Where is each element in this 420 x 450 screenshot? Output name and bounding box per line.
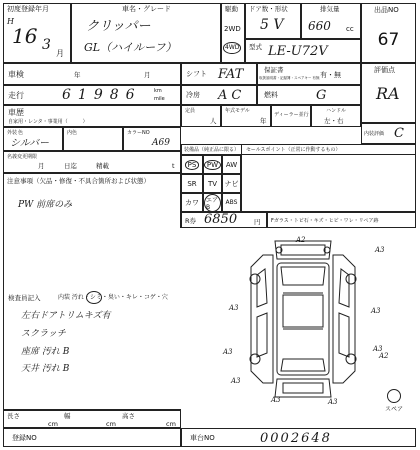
sales-point-label: セールスポイント（正常に作動するもの） [246, 147, 341, 153]
grade: GL（ハイルーフ） [84, 41, 177, 54]
inspector-line-4: 天井 汚れ B [21, 364, 70, 374]
shift-cell [181, 63, 257, 85]
grade-value: RA [376, 84, 400, 103]
grade-label: 評価点 [374, 66, 395, 74]
glass-strip [267, 212, 416, 228]
inspection-month-label: 月 [144, 71, 151, 79]
model-grade-cell [71, 3, 221, 63]
inspector-line-1: 左右ドアトリムキズ有 [21, 311, 111, 321]
equip-airbag-text: エアB [204, 194, 221, 212]
equip-aw-text: AW [225, 160, 238, 169]
mark-rear-bottom: A3 [271, 396, 281, 404]
equipment-label: 装備品（純正品に限る） [184, 147, 240, 153]
year-model-cell [221, 105, 271, 127]
displacement-value: 660 [308, 19, 331, 33]
mark-left-mid: A3 [223, 348, 233, 356]
capacity-unit: 人 [210, 117, 217, 125]
grade-cell [361, 63, 416, 123]
shift-value: FAT [218, 67, 244, 82]
height-label: 高さ [122, 412, 135, 420]
length-unit: cm [48, 420, 58, 428]
equip-pw [203, 155, 222, 174]
exterior-cell [3, 127, 63, 151]
chassis-label: 車台NO [190, 434, 215, 442]
aircon-label: 冷房 [186, 91, 200, 99]
first-reg-label: 初度登録年月 [7, 5, 49, 13]
ton-label: t [172, 162, 175, 170]
interior-color-label: 内色 [67, 130, 78, 136]
recycle-value: 6850 [204, 212, 238, 227]
fuel-cell [257, 85, 361, 105]
name-change-cell [3, 151, 181, 173]
history-sub: 自家用・レンタ・事業用（ ） [8, 119, 88, 125]
mark-right-front: A3 [371, 307, 381, 315]
year-model-sub: 年 [260, 117, 267, 125]
notes-label: 注意事項（欠品・修復・不具合箇所および状態） [7, 177, 150, 185]
equip-leather-text: カワ [185, 198, 199, 207]
lot-value: 67 [377, 30, 400, 50]
fuel-label: 燃料 [264, 91, 278, 99]
doors-label: ドア数・形状 [249, 5, 288, 13]
warranty-label: 保証書 [264, 66, 284, 74]
dealer-cell [271, 105, 311, 127]
interior-label: 内装評価 [364, 131, 385, 137]
reg-no-cell [3, 428, 181, 447]
mark-left-front: A3 [229, 304, 239, 312]
glass-strip-text: Fガラス・トビ石・キズ・ヒビ・ワレ・リペア跡 [271, 218, 379, 224]
unit-mile: mile [154, 96, 165, 102]
name-change-label: 名義変更期限 [7, 154, 38, 160]
first-reg-month: 3 [42, 37, 51, 53]
inspector-line-2: スクラッチ [21, 329, 66, 339]
color-no-value: A69 [152, 138, 170, 148]
exterior-sub: 色 [18, 130, 24, 136]
car-damage-diagram [243, 233, 363, 405]
spare-label: スペア [385, 406, 404, 413]
inspector-line-3: 座席 汚れ B [21, 347, 70, 357]
fuel-value: G [316, 88, 327, 103]
warranty-value: 有・無 [320, 71, 341, 79]
chassis-value: 0002648 [260, 431, 332, 446]
first-reg-cell [3, 3, 71, 63]
handle-cell [311, 105, 361, 127]
mileage-cell [3, 85, 181, 105]
sales-point-area [241, 155, 416, 212]
drive-cell [221, 3, 245, 63]
recycle-cell [181, 212, 267, 228]
inspection-year-label: 年 [74, 71, 81, 79]
inspection-label: 車検 [8, 70, 24, 79]
equip-pw-text: PW [204, 160, 221, 170]
unit-km: km [154, 88, 162, 94]
type-label: 型式 [249, 43, 262, 51]
month-unit: 月 [56, 49, 64, 58]
model-name: クリッパー [86, 19, 151, 34]
aircon-cell [181, 85, 257, 105]
lot-label: 出品NO [374, 6, 399, 14]
first-reg-year: 16 [12, 24, 38, 48]
dimensions-row [3, 410, 181, 428]
mileage-value: 61986 [62, 87, 142, 103]
width-label: 幅 [64, 412, 71, 420]
type-value: LE-U72V [268, 44, 328, 59]
equip-leather [181, 193, 203, 212]
recycle-unit: 円 [254, 218, 261, 226]
mileage-label: 走行 [8, 91, 24, 100]
inspector-label: 検査員記入 [8, 294, 41, 302]
equip-tv [203, 174, 222, 193]
displacement-unit: cc [346, 25, 354, 33]
warranty-cell [257, 63, 361, 85]
handle-value: 左・右 [324, 117, 344, 125]
inspection-cell [3, 63, 181, 85]
warranty-sub: 取扱説明書・記録簿・スペアキー 有無 [259, 76, 320, 80]
shift-label: シフト [186, 70, 207, 78]
equip-navi-text: ナビ [224, 179, 239, 188]
dealer-label: ディーラー並行 [274, 112, 309, 118]
color-no-cell [123, 127, 181, 151]
model-grade-label: 車名・グレード [122, 5, 171, 13]
equip-ps-text: PS [185, 160, 200, 170]
displacement-label: 排気量 [320, 5, 340, 13]
interior-cell [361, 123, 416, 144]
handle-label: ハンドル [326, 108, 347, 114]
equip-ps [181, 155, 203, 174]
inspection-sheet [3, 3, 416, 447]
exterior-label: 外装 [7, 130, 18, 136]
interior-color-cell [63, 127, 123, 151]
doors-cell [245, 3, 301, 39]
equip-airbag [203, 193, 222, 212]
equip-tv-text: TV [207, 179, 218, 188]
lot-cell [361, 3, 416, 63]
history-cell [3, 105, 181, 127]
equip-navi [222, 174, 241, 193]
recycle-label: R券 [185, 217, 197, 225]
mark-right-rear: A2 [379, 352, 389, 360]
drive-label: 駆動 [225, 5, 238, 13]
equip-aw [222, 155, 241, 174]
inspector-options: 内装 汚れ・シミ・臭い・キレ・コゲ・穴 [58, 294, 168, 301]
year-model-label: 年式モデル [225, 108, 250, 114]
mark-top-right: A3 [375, 246, 385, 254]
capacity-label: 定員 [185, 108, 196, 114]
notes-text: PW 前席のみ [18, 200, 73, 210]
interior-value: C [394, 126, 404, 141]
spare-tire-icon [387, 389, 401, 403]
height-unit: cm [166, 420, 176, 428]
displacement-cell [301, 3, 361, 39]
history-label: 車歴 [8, 108, 24, 117]
sales-point-header [241, 144, 416, 155]
mark-left-rear: A3 [231, 377, 241, 385]
color-no-label: カラーNO [127, 130, 150, 136]
equip-sr-text: SR [187, 179, 197, 188]
aircon-value: AC [218, 88, 246, 103]
length-label: 長さ [7, 412, 20, 420]
equip-abs-text: ABS [225, 199, 238, 206]
mark-front-top: A2 [296, 236, 306, 244]
mark-right-mid: A3 [373, 345, 383, 353]
name-change-day: 日迄 [64, 162, 77, 170]
chassis-cell [181, 428, 416, 447]
precise-label: 精載 [96, 162, 109, 170]
mark-rear-right: A3 [328, 398, 338, 406]
drive-value: 2WD [224, 25, 241, 33]
drive-alt: 4WD [223, 42, 241, 54]
name-change-month: 月 [38, 162, 45, 170]
equipment-header [181, 144, 241, 155]
equip-abs [222, 193, 241, 212]
width-unit: cm [106, 420, 116, 428]
exterior-value: シルバー [10, 138, 50, 149]
equip-sr [181, 174, 203, 193]
inspector-circle-dirt [86, 291, 102, 304]
doors-value: 5 V [260, 17, 284, 33]
type-cell [245, 39, 361, 63]
reg-no-label: 登録NO [12, 434, 37, 442]
capacity-cell [181, 105, 221, 127]
first-reg-era: H [7, 17, 14, 26]
